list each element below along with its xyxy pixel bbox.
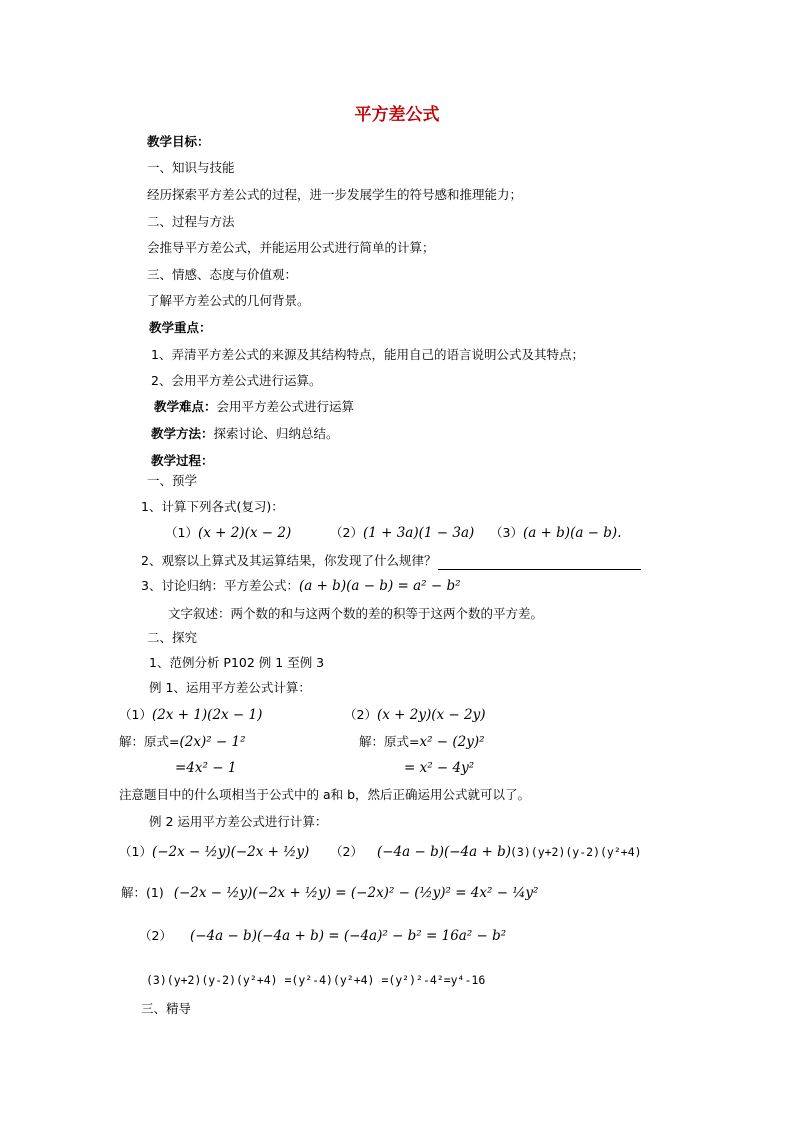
goal-section-1: 一、知识与技能 <box>147 160 235 175</box>
ex2-problem-1 <box>119 843 309 861</box>
ex1-solution-1-expr: (2x)² − 1² <box>179 734 246 750</box>
preview-q3 <box>141 577 461 595</box>
q1-item-1-expr: (x + 2)(x − 2) <box>197 525 292 541</box>
preview-q2 <box>141 552 641 570</box>
ex1-result-2: = x² − 4y² <box>404 760 475 776</box>
key-point-1: 1、弄清平方差公式的来源及其结构特点，能用自己的语言说明公式及其特点； <box>151 347 584 362</box>
guide-heading: 三、精导 <box>141 1001 192 1016</box>
q1-item-3-num: （3） <box>490 525 523 540</box>
ex1-solution-2-label: 解：原式= <box>359 734 420 749</box>
difficulty-text: 会用平方差公式进行运算 <box>216 399 355 414</box>
ex2-solution-2-num: （2） <box>139 928 172 943</box>
ex1-result-1: =4x² − 1 <box>175 760 237 776</box>
ex2-solution-1-expr: (−2x − ½y)(−2x + ½y) = (−2x)² − (½y)² = 4x² − ¼y² <box>173 885 539 901</box>
q1-item-2-expr: (1 + 3a)(1 − 3a) <box>362 525 475 541</box>
preview-q1: 1、计算下列各式(复习)： <box>141 499 284 514</box>
goal-text-1: 经历探索平方差公式的过程，进一步发展学生的符号感和推理能力； <box>147 187 523 202</box>
goal-text-3: 了解平方差公式的几何背景。 <box>147 293 310 308</box>
ex2-problem-1-expr: (−2x − ½y)(−2x + ½y) <box>151 844 310 860</box>
q1-item-2-num: （2） <box>330 525 363 540</box>
key-points-heading: 教学重点： <box>149 320 212 335</box>
method-text: 探索讨论、归纳总结。 <box>213 426 339 441</box>
ex1-problem-2 <box>344 706 485 724</box>
example-1-title: 例 1、运用平方差公式计算： <box>149 680 311 695</box>
preview-heading: 一、预学 <box>147 473 198 488</box>
goal-text-2: 会推导平方差公式，并能运用公式进行简单的计算； <box>147 240 435 255</box>
ex1-problem-2-expr: (x + 2y)(x − 2y) <box>376 707 486 723</box>
preview-q3-label: 3、讨论归纳：平方差公式： <box>141 578 299 593</box>
goal-section-3: 三、情感、态度与价值观： <box>147 267 298 282</box>
ex1-solution-2-expr: x² − (2y)² <box>419 734 485 750</box>
ex2-solution-1 <box>121 884 538 902</box>
q1-item-1 <box>165 524 291 542</box>
ex2-solution-3: (3)(y+2)(y-2)(y²+4) =(y²-4)(y²+4) =(y²)²-4²=y⁴-16 <box>146 973 486 987</box>
process-heading: 教学过程： <box>151 453 214 468</box>
goals-heading: 教学目标： <box>147 134 210 149</box>
example-2-title: 例 2 运用平方差公式进行计算： <box>149 814 328 829</box>
formula: (a + b)(a − b) = a² − b² <box>298 578 461 594</box>
ex1-problem-2-num: （2） <box>344 707 377 722</box>
ex2-problem-2 <box>330 843 511 861</box>
ex1-problem-1-expr: (2x + 1)(2x − 1) <box>151 707 263 723</box>
ex2-solution-label: 解：(1) <box>121 885 164 900</box>
method-line <box>151 425 339 443</box>
q1-item-1-num: （1） <box>165 525 198 540</box>
note-text: 注意题目中的什么项相当于公式中的 a和 b，然后正确运用公式就可以了。 <box>119 787 531 802</box>
method-label: 教学方法： <box>151 426 214 441</box>
q1-item-3-expr: (a + b)(a − b). <box>522 525 622 541</box>
preview-q2-text: 2、观察以上算式及其运算结果，你发现了什么规律？ <box>141 553 437 568</box>
explore-s1: 1、范例分析 P102 例 1 至例 3 <box>149 655 325 670</box>
page-title: 平方差公式 <box>354 105 440 125</box>
ex2-problem-3: (3)(y+2)(y-2)(y²+4) <box>510 845 642 859</box>
ex2-problem-1-num: （1） <box>119 844 152 859</box>
difficulty-label: 教学难点： <box>154 399 217 414</box>
ex2-solution-2-expr: (−4a − b)(−4a + b) = (−4a)² − b² = 16a² − b² <box>189 928 507 944</box>
ex2-problem-2-num: （2） <box>330 844 363 859</box>
q1-item-2 <box>330 524 474 542</box>
explore-heading: 二、探究 <box>147 630 198 645</box>
ex1-solution-1 <box>119 733 246 751</box>
ex2-solution-2 <box>139 927 506 945</box>
difficulty-line <box>154 398 354 416</box>
ex1-solution-2 <box>359 733 485 751</box>
verbal-statement: 文字叙述：两个数的和与这两个数的差的积等于这两个数的平方差。 <box>168 606 544 621</box>
answer-blank <box>438 556 641 570</box>
q1-item-3 <box>490 524 621 542</box>
key-point-2: 2、会用平方差公式进行运算。 <box>151 373 322 388</box>
ex1-problem-1 <box>119 706 262 724</box>
goal-section-2: 二、过程与方法 <box>147 214 235 229</box>
ex1-problem-1-num: （1） <box>119 707 152 722</box>
ex1-solution-1-label: 解：原式= <box>119 734 180 749</box>
ex2-problem-2-expr: (−4a − b)(−4a + b) <box>376 844 511 860</box>
